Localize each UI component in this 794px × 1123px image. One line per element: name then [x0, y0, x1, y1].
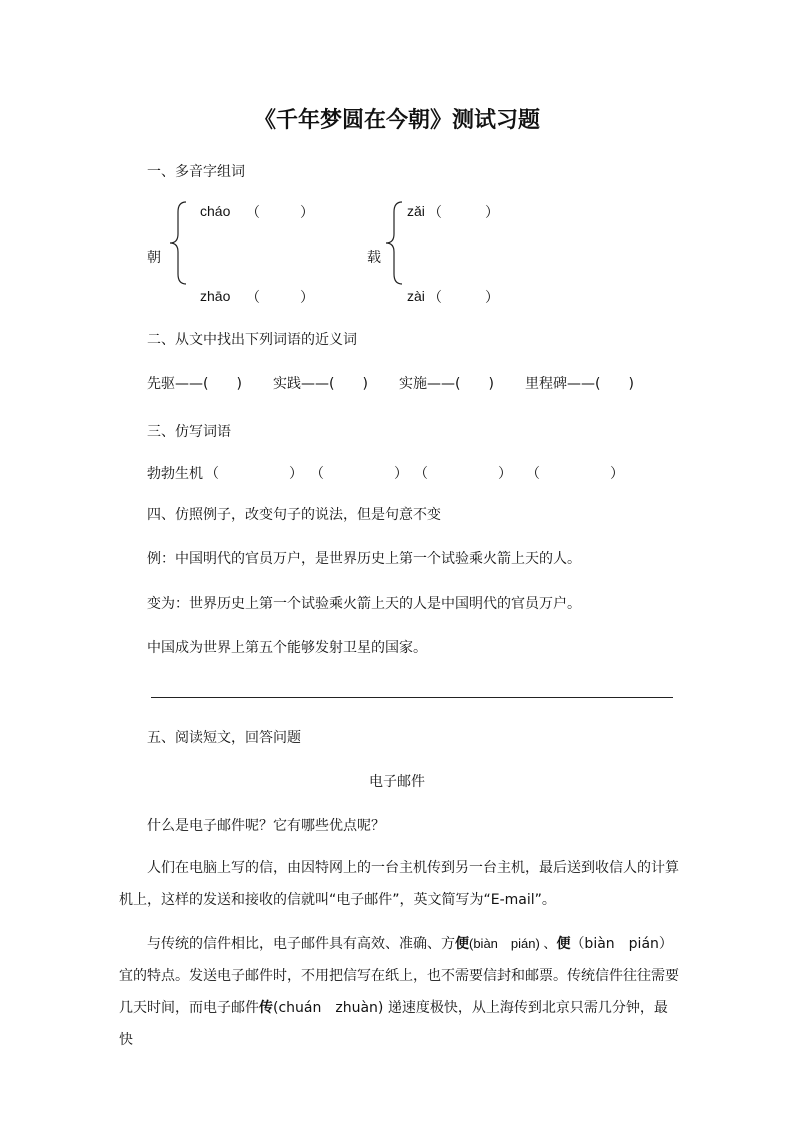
p3-bold-bian-2: 便 [556, 936, 571, 952]
section-4-heading: 四、仿照例子，改变句子的说法，但是句意不变 [147, 507, 441, 523]
char-zai: 载 [367, 250, 381, 266]
blank-zai4-open[interactable]: （ [428, 290, 442, 306]
pinyin-zai3: zǎi [407, 203, 425, 219]
article-title: 电子邮件 [369, 774, 425, 790]
p3-pinyin-choice-1[interactable]: (biàn pián) 、 [469, 936, 557, 951]
left-brace-2 [384, 200, 406, 286]
imitate-blank-2[interactable]: （ ） [310, 466, 408, 482]
answer-line[interactable] [151, 697, 673, 698]
char-zhao: 朝 [147, 250, 161, 266]
section-2-heading: 二、从文中找出下列词语的近义词 [147, 332, 357, 348]
article-paragraph-1: 什么是电子邮件呢？它有哪些优点呢？ [147, 818, 385, 834]
section-5-heading: 五、阅读短文，回答问题 [147, 730, 301, 746]
synonym-item-shijian[interactable]: 实践——( ) [273, 376, 368, 392]
page-title: 《千年梦圆在今朝》测试习题 [253, 107, 540, 133]
article-paragraph-3 [119, 928, 679, 1056]
imitate-blank-4[interactable]: （ ） [526, 466, 624, 482]
pinyin-chao: cháo [200, 203, 231, 219]
rewrite-question: 中国成为世界上第五个能够发射卫星的国家。 [147, 640, 427, 656]
p3-text-a: 与传统的信件相比，电子邮件具有高效、准确、方 [147, 936, 455, 952]
blank-zai3-open[interactable]: （ [428, 205, 442, 221]
p3-text-d: （biàn pián）宜的特点。发送电子邮件时，不用把信写在纸上，也不需要信封和邮票。传统信件往往需要几天时间，而电子邮件 [119, 936, 679, 1016]
blank-zai4-close[interactable]: ） [485, 290, 499, 306]
p3-bold-bian-1: 便 [455, 936, 469, 952]
blank-zai3-close[interactable]: ） [485, 205, 499, 221]
synonym-item-lichengbei[interactable]: 里程碑——( ) [525, 376, 634, 392]
article-paragraph-2: 人们在电脑上写的信，由因特网上的一台主机传到另一台主机，最后送到收信人的计算机上，这样的发送和接收的信就叫“电子邮件”，英文简写为“E-mail”。 [119, 860, 679, 908]
imitate-blank-3[interactable]: （ ） [414, 466, 512, 482]
pinyin-zhao: zhāo [200, 288, 231, 304]
imitate-blank-1[interactable]: （ ） [205, 466, 303, 482]
synonym-item-xianqu[interactable]: 先驱——( ) [147, 376, 242, 392]
rewrite-changed: 变为：世界历史上第一个试验乘火箭上天的人是中国明代的官员万户。 [147, 596, 581, 612]
section-3-heading: 三、仿写词语 [147, 424, 231, 440]
imitate-example: 勃勃生机 [147, 466, 203, 482]
rewrite-example: 例：中国明代的官员万户，是世界历史上第一个试验乘火箭上天的人。 [147, 551, 581, 567]
p3-text-e: (chuán zhuàn) 递速度极快，从上海传到北京只需几分钟，最快 [119, 1000, 668, 1048]
blank-chao-close[interactable]: ） [300, 205, 314, 221]
blank-zhao-open[interactable]: （ [246, 290, 260, 306]
synonym-item-shishi[interactable]: 实施——( ) [399, 376, 494, 392]
left-brace-1 [168, 200, 190, 286]
p3-bold-chuan: 传 [259, 1000, 273, 1016]
pinyin-zai4: zài [407, 288, 425, 304]
blank-zhao-close[interactable]: ） [300, 290, 314, 306]
blank-chao-open[interactable]: （ [246, 205, 260, 221]
section-1-heading: 一、多音字组词 [147, 164, 245, 180]
